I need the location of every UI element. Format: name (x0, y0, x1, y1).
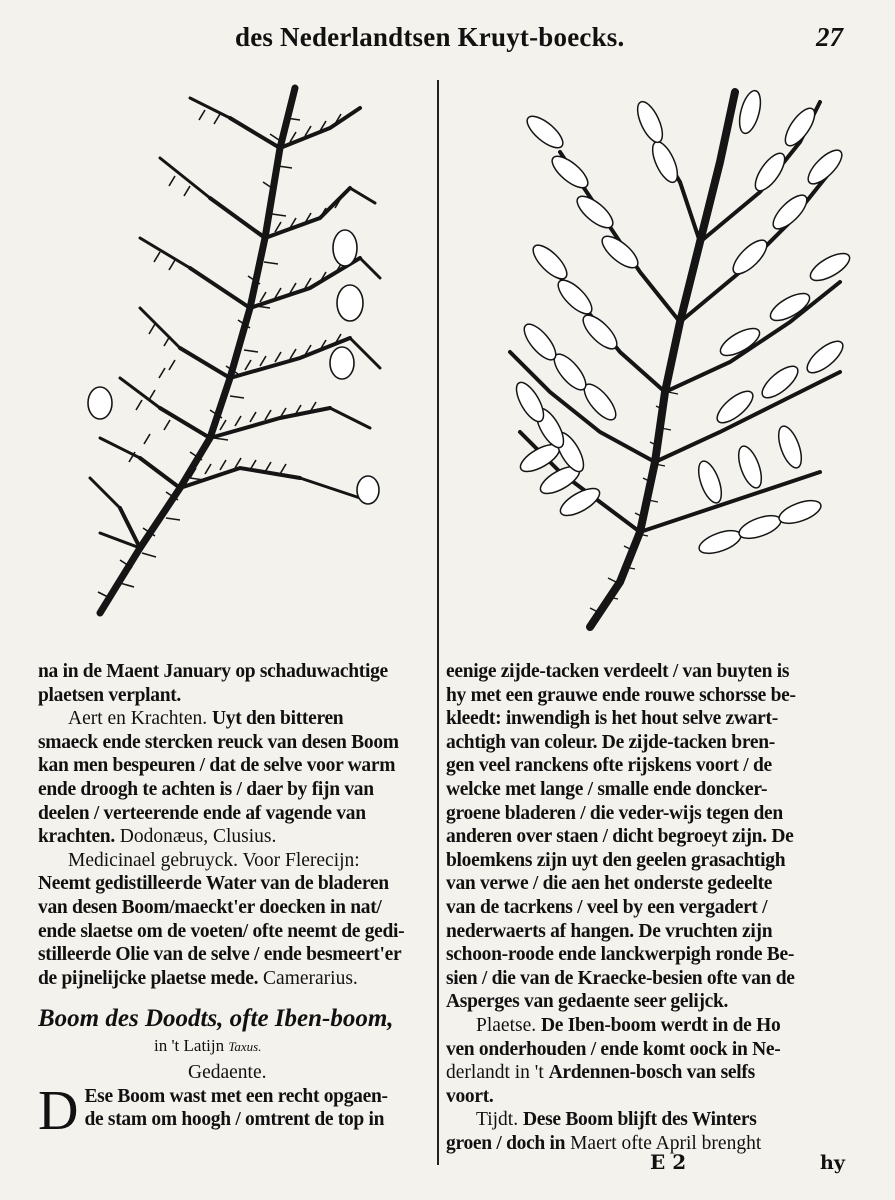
text-run: Dese Boom blijft des Winters (522, 1109, 757, 1131)
text-run: Uyt den bitteren (212, 708, 344, 730)
text-run: de pijnelijcke plaetse mede. (38, 967, 259, 989)
column-divider (437, 80, 439, 1165)
section-label: Plaetse. (476, 1014, 537, 1036)
text-line (446, 1061, 850, 1085)
signature-mark: E 2 (650, 1150, 687, 1174)
text-line: deelen / verteerende ende af vagende van (38, 802, 366, 824)
right-text-column (446, 660, 850, 1155)
text-run: achtigh van coleur. (446, 731, 598, 753)
running-title: des Nederlandtsen Kruyt-boecks. (235, 22, 625, 52)
text-line (446, 1108, 850, 1132)
citation: Camerarius. (263, 967, 358, 989)
section-label: Tijdt. (476, 1109, 519, 1131)
text-run: Ardennen-bosch van selfs (548, 1062, 755, 1084)
text-run: derlandt in 't (446, 1062, 544, 1084)
text-line: kleedt: inwendigh is het hout selve zwart- (446, 708, 778, 730)
text-line: ende slaetse om de voeten/ ofte neemt de gedi- (38, 920, 405, 942)
text-line: bloemkens zijn uyt den geelen grasachtigh (446, 849, 786, 871)
section-label: Gedaente. (188, 1061, 267, 1083)
text-line (446, 825, 850, 849)
text-run: De vruchten zijn (638, 920, 773, 942)
text-line: van de tacrkens / veel by een vergadert / (446, 896, 768, 918)
text-line: Ese Boom wast met een recht opgaen- (84, 1085, 388, 1107)
catchword: hy (820, 1152, 845, 1174)
text-line: gen veel ranckens ofte rijskens voort / de (446, 755, 772, 777)
text-line: ven onderhouden / ende komt oock in Ne- (446, 1038, 781, 1060)
text-line: welcke met lange / smalle ende doncker- (446, 778, 768, 800)
text-line (38, 967, 428, 991)
text-line (38, 849, 428, 873)
yew-branch-icon (480, 72, 860, 632)
text-line: smaeck ende stercken reuck van desen Boom (38, 731, 399, 753)
text-run: krachten. (38, 826, 115, 848)
text-line (446, 1132, 850, 1156)
text-run: nederwaerts af hangen. (446, 920, 634, 942)
section-label: Aert en Krachten. (68, 708, 208, 730)
page-number: 27 (816, 22, 843, 52)
paragraph (38, 1079, 428, 1142)
text-line: schoon-roode ende lanckwerpigh ronde Be- (446, 944, 795, 966)
text-line: na in de Maent January op schaduwachtige (38, 661, 388, 682)
latin-name-line (38, 1034, 428, 1059)
text-line: Asperges van gedaente seer gelijck. (446, 991, 729, 1013)
text-line (446, 731, 850, 755)
text-run: De (771, 826, 794, 848)
citation: Dodonæus, Clusius. (119, 826, 277, 848)
section-label: Medicinael gebruyck. (68, 849, 239, 871)
text-run: Maert ofte April brenght (570, 1132, 762, 1154)
text-line: hy met een grauwe ende rouwe schorsse be- (446, 684, 796, 706)
text-line (446, 1014, 850, 1038)
text-line: plaetsen verplant. (38, 684, 182, 706)
text-run: De zijde-tacken bren- (601, 731, 775, 753)
text-line: eenige zijde-tacken verdeelt / van buyten is (446, 661, 790, 682)
text-line: van desen Boom/maeckt'er doecken in nat/ (38, 896, 382, 918)
text-line: ende droogh te achten is / daer by fijn van (38, 778, 374, 800)
text-line: de stam om hoogh / omtrent de top in (84, 1109, 385, 1131)
text-line (446, 920, 850, 944)
text-line: sien / die van de Kraecke-besien ofte van de (446, 967, 795, 989)
latin-name: Taxus. (228, 1039, 262, 1055)
text-line: groene bladeren / die veder-wijs tegen den (446, 802, 783, 824)
text-line (38, 825, 428, 849)
text-run: Voor Flerecijn: (242, 849, 360, 871)
text-line: stilleerde Olie van de selve / ende besmeert'er (38, 944, 402, 966)
text-line: Neemt gedistilleerde Water van de bladeren (38, 873, 389, 895)
text-line: van verwe / die aen het onderste gedeelte (446, 873, 773, 895)
running-head (0, 22, 895, 62)
text-run: anderen over staen / dicht begroeyt zijn. (446, 826, 767, 848)
text-line: kan men bespeuren / dat de selve voor warm (38, 755, 396, 777)
drop-cap: D (38, 1079, 79, 1142)
entry-heading: Boom des Doodts, ofte Iben-boom, (38, 1005, 394, 1033)
text-run: De Iben-boom werdt in de Ho (540, 1014, 781, 1036)
text-line: voort. (446, 1085, 494, 1107)
juniper-branch-icon (80, 78, 390, 623)
latin-prefix: in 't Latijn (154, 1036, 225, 1056)
text-run: groen / doch in (446, 1132, 566, 1154)
left-text-column (38, 660, 428, 1142)
text-line (38, 707, 428, 731)
